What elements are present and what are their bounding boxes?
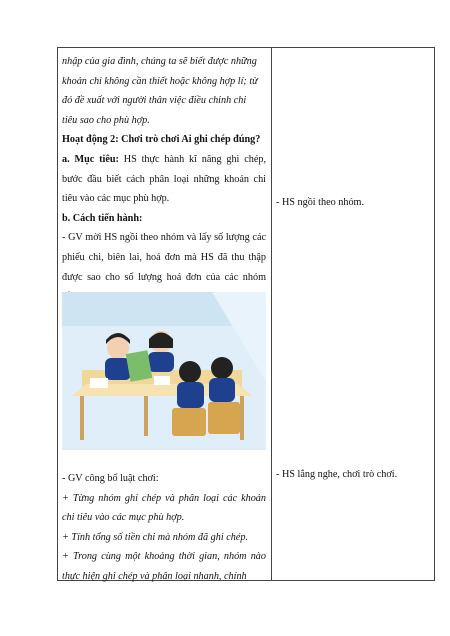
column-divider <box>271 47 272 581</box>
classroom-illustration <box>62 292 266 450</box>
goal-text: HS thực hành kĩ năng ghi chép, bước đầu biết cách phân loại những khoản chi tiêu vào các mục phù hợp. <box>62 153 266 205</box>
goal-paragraph <box>62 150 266 209</box>
method-label: b. Cách tiến hành: <box>62 212 143 224</box>
rule-3: + Trong cùng một khoảng thời gian, nhóm nào thực hiện ghi chép và phân loại nhanh, chính <box>62 551 266 582</box>
rule-1: + Từng nhóm ghi chép và phân loại các khoản chi tiêu vào các mục phù hợp. <box>62 492 266 524</box>
method-text: - GV mời HS ngồi theo nhóm và lấy số lượng các phiếu chi, biên lai, hoá đơn mà HS đã thu thập được sao cho số lượng hoá đơn của các nhóm <box>62 232 266 283</box>
student-response-2: - HS lắng nghe, chơi trò chơi. <box>276 469 398 480</box>
goal-label: a. Mục tiêu: <box>62 153 119 165</box>
teacher-activity-column <box>62 52 266 307</box>
intro-line-2: khoản chi không cần thiết hoặc không hợp lí; từ <box>62 75 258 87</box>
activity-title: Hoạt động 2: Chơi trò chơi Ai ghi chép đúng? <box>62 134 261 146</box>
intro-line-3: đó đề xuất với người thân việc điều chỉnh chi <box>62 95 247 107</box>
rules-intro: - GV công bố luật chơi: <box>62 473 159 484</box>
rule-2: + Tính tổng số tiền chi mà nhóm đã ghi chép. <box>62 531 248 543</box>
intro-line-1: nhập của gia đình, chúng ta sẽ biết được những <box>62 56 257 67</box>
intro-line-4: tiêu sao cho phù hợp. <box>62 114 150 126</box>
student-response-1: - HS ngồi theo nhóm. <box>276 197 365 208</box>
rules-section <box>62 469 266 587</box>
